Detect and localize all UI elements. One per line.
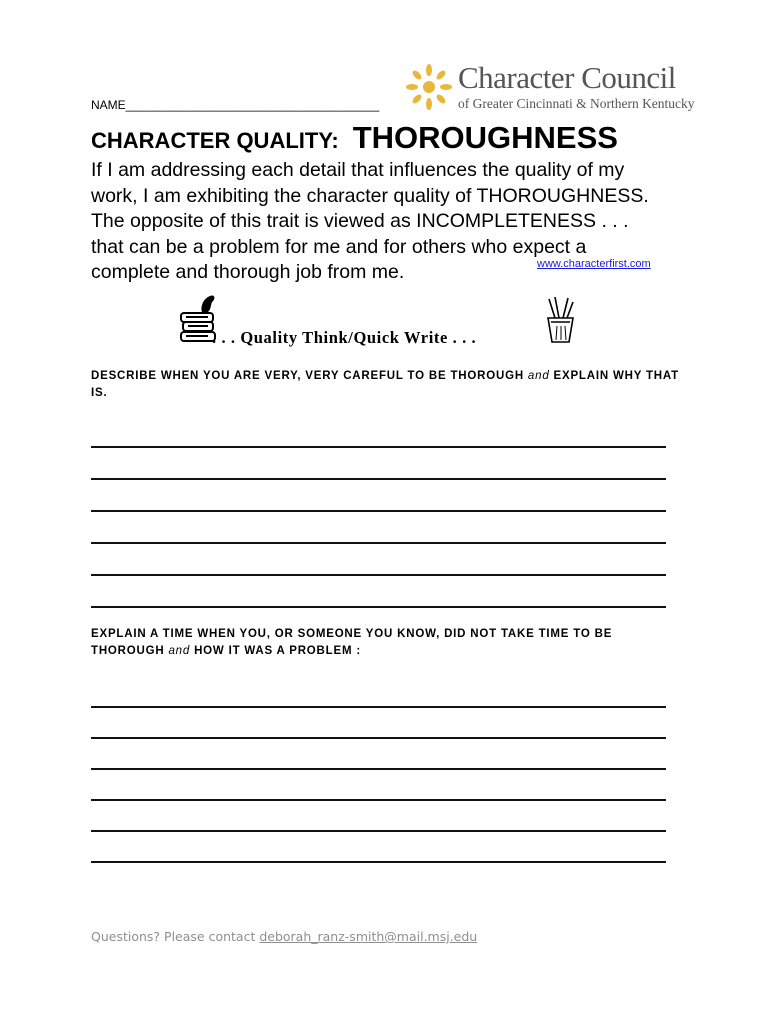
website-link[interactable]: www.characterfirst.com — [537, 258, 651, 270]
writing-line[interactable] — [91, 606, 666, 608]
writing-line[interactable] — [91, 861, 666, 863]
pencil-cup-icon — [543, 296, 577, 344]
writing-line[interactable] — [91, 768, 666, 770]
contact-email-link[interactable]: deborah_ranz-smith@mail.msj.edu — [259, 929, 478, 944]
page-title — [91, 120, 618, 156]
logo-org-region: of Greater Cincinnati & Northern Kentucky — [458, 96, 695, 111]
intro-line: The opposite of this trait is viewed as INCOMPLETENESS . . . — [91, 210, 629, 232]
logo-org-name: Character Council — [458, 60, 676, 95]
section-heading: . . . Quality Think/Quick Write . . . — [212, 328, 477, 347]
prompt-1: DESCRIBE WHEN YOU ARE VERY, VERY CAREFUL TO BE THOROUGH and EXPLAIN WHY THAT IS. — [91, 370, 679, 399]
intro-line: work, I am exhibiting the character quality of THOROUGHNESS. — [91, 184, 649, 207]
title-label: CHARACTER QUALITY: — [91, 128, 339, 153]
writing-line[interactable] — [91, 737, 666, 739]
writing-line[interactable] — [91, 830, 666, 832]
sun-logo-icon — [404, 62, 454, 112]
writing-line[interactable] — [91, 510, 666, 512]
footer-contact: Questions? Please contact deborah_ranz-smith@mail.msj.edu — [91, 929, 478, 944]
intro-line: that can be a problem for me and for others who expect a — [91, 235, 587, 258]
name-field-label[interactable]: NAME______________________________________ — [91, 98, 380, 112]
writing-line[interactable] — [91, 478, 666, 480]
prompt-2: EXPLAIN A TIME WHEN YOU, OR SOMEONE YOU KNOW, DID NOT TAKE TIME TO BE THOROUGH and HOW IT WAS A PROBLEM : — [91, 628, 613, 657]
intro-line: complete and thorough job from me. — [91, 261, 405, 283]
writing-line[interactable] — [91, 446, 666, 448]
intro-line: If I am addressing each detail that influences the quality of my — [91, 159, 625, 181]
character-council-logo — [404, 60, 695, 116]
writing-line[interactable] — [91, 574, 666, 576]
writing-line[interactable] — [91, 706, 666, 708]
writing-line[interactable] — [91, 542, 666, 544]
title-value: THOROUGHNESS — [352, 120, 618, 155]
writing-line[interactable] — [91, 799, 666, 801]
